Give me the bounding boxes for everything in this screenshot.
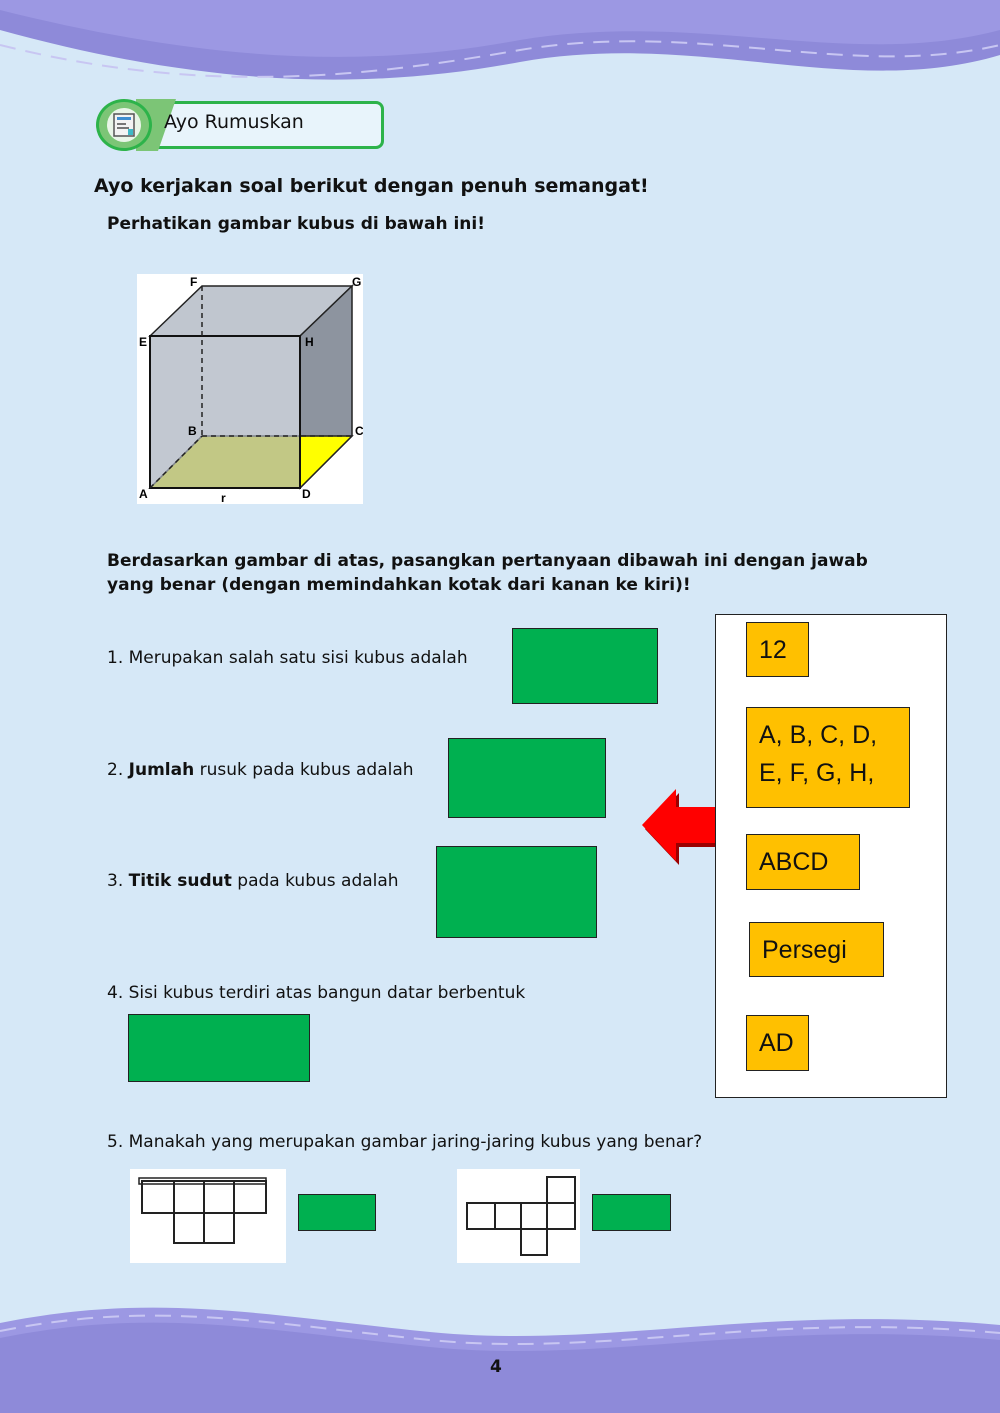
observe-instruction: Perhatikan gambar kubus di bawah ini! (107, 214, 485, 234)
top-wave-decoration (0, 0, 1000, 110)
page-number: 4 (490, 1357, 502, 1377)
question-3-rest: pada kubus adalah (237, 871, 399, 891)
drop-zone-3[interactable] (436, 846, 597, 938)
question-2-number: 2. (107, 760, 124, 780)
question-5: 5. Manakah yang merupakan gambar jaring-jaring kubus yang benar? (107, 1132, 703, 1152)
question-3-bold: Titik sudut (128, 871, 232, 891)
cube-label-f: F (190, 275, 198, 289)
drop-zone-5b[interactable] (592, 1194, 671, 1231)
question-2 (107, 760, 414, 780)
answer-bank (715, 614, 947, 1098)
cube-net-option-1 (130, 1169, 286, 1263)
answer-card-vertices[interactable] (746, 707, 910, 808)
answer-card-ad[interactable]: AD (746, 1015, 809, 1071)
answer-card-12[interactable]: 12 (746, 622, 809, 677)
drop-zone-1[interactable] (512, 628, 658, 704)
arrow-left-icon (638, 783, 718, 867)
cube-label-a: A (139, 487, 148, 501)
question-1: 1. Merupakan salah satu sisi kubus adalah (107, 648, 468, 668)
cube-label-g: G (352, 275, 362, 289)
drop-zone-2[interactable] (448, 738, 606, 818)
answer-card-abcd[interactable]: ABCD (746, 834, 860, 890)
cube-label-r: r (221, 491, 226, 504)
bottom-wave-decoration (0, 1283, 1000, 1413)
question-3 (107, 871, 399, 891)
question-2-rest: rusuk pada kubus adalah (199, 760, 414, 780)
answer-card-vertices-line2: E, F, G, H, (759, 759, 875, 787)
cube-figure (137, 274, 363, 504)
drop-zone-4[interactable] (128, 1014, 310, 1082)
cube-label-b: B (188, 424, 197, 438)
matching-instruction: Berdasarkan gambar di atas, pasangkan pertanyaan dibawah ini dengan jawab yang benar (dengan memindahkan kotak dari kanan ke kiri)! (107, 551, 868, 595)
question-3-number: 3. (107, 871, 124, 891)
cube-front-face (150, 336, 300, 488)
main-instruction: Ayo kerjakan soal berikut dengan penuh semangat! (94, 175, 649, 197)
book-icon (96, 99, 152, 151)
cube-label-e: E (139, 335, 148, 349)
cube-net-option-2 (457, 1169, 580, 1263)
answer-card-persegi[interactable]: Persegi (749, 922, 884, 977)
question-2-bold: Jumlah (128, 760, 195, 780)
answer-card-vertices-line1: A, B, C, D, (759, 721, 878, 749)
section-title: Ayo Rumuskan (164, 111, 304, 133)
cube-label-d: D (302, 487, 311, 501)
cube-label-h: H (305, 335, 314, 349)
cube-label-c: C (355, 424, 363, 438)
question-4: 4. Sisi kubus terdiri atas bangun datar berbentuk (107, 983, 526, 1003)
drop-zone-5a[interactable] (298, 1194, 376, 1231)
section-header (96, 99, 386, 151)
